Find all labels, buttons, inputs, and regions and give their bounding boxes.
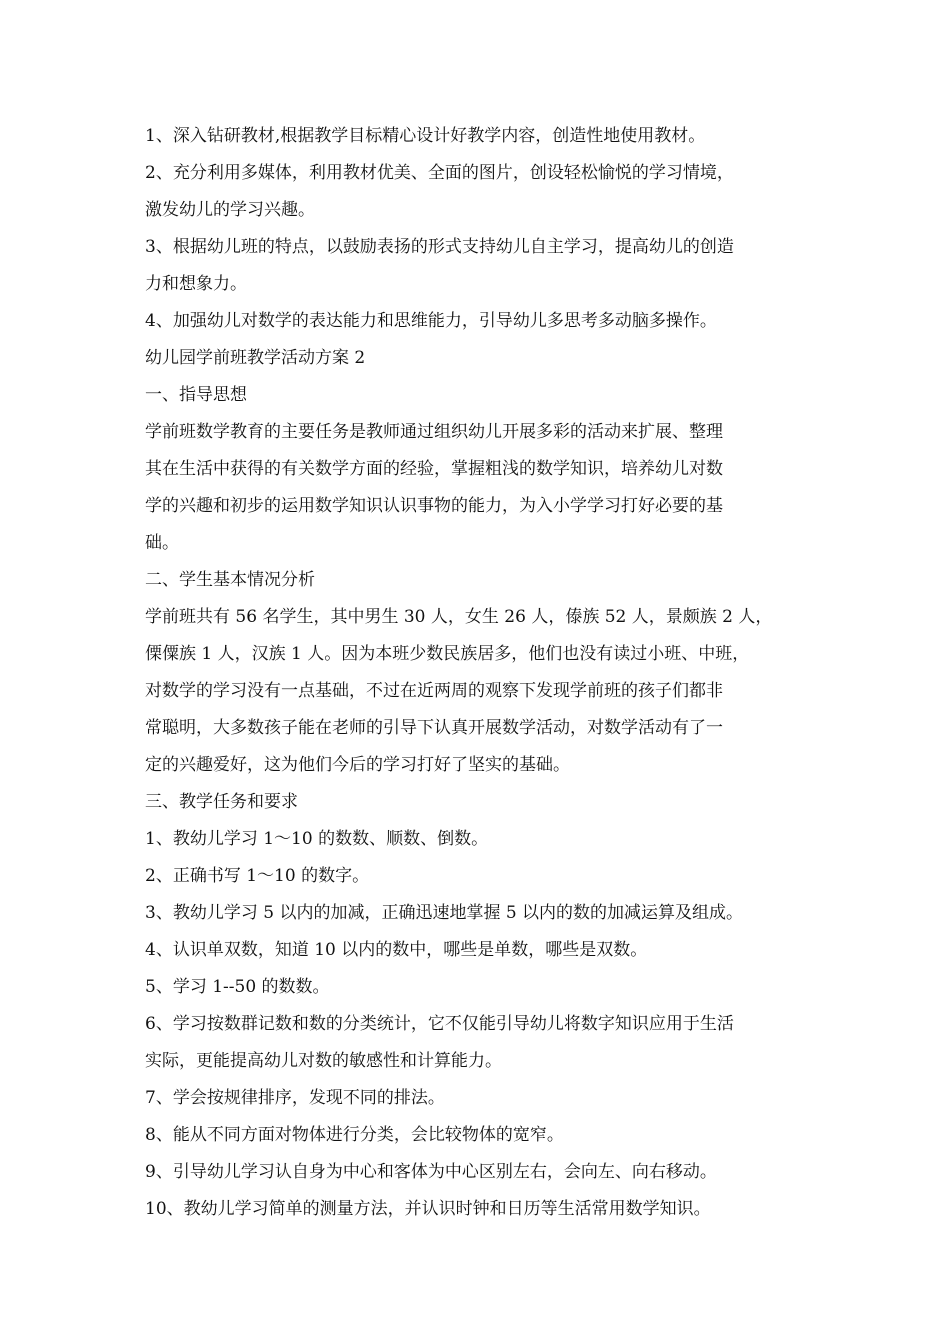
text-line: 1、深入钻研教材,根据教学目标精心设计好教学内容，创造性地使用教材。 — [145, 126, 706, 146]
list-item: 3、教幼儿学习 5 以内的加减，正确迅速地掌握 5 以内的数的加减运算及组成。 — [145, 903, 744, 923]
text-line: 学的兴趣和初步的运用数学知识认识事物的能力，为入小学学习打好必要的基 — [145, 496, 723, 516]
section-title: 幼儿园学前班教学活动方案 2 — [145, 348, 366, 368]
text-line: 实际，更能提高幼儿对数的敏感性和计算能力。 — [145, 1051, 502, 1071]
list-item: 4、认识单双数，知道 10 以内的数中，哪些是单数，哪些是双数。 — [145, 940, 648, 960]
text-line: 定的兴趣爱好，这为他们今后的学习打好了坚实的基础。 — [145, 755, 570, 775]
text-line: 础。 — [145, 533, 179, 553]
text-line: 力和想象力。 — [145, 274, 247, 294]
text-line: 4、加强幼儿对数学的表达能力和思维能力，引导幼儿多思考多动脑多操作。 — [145, 311, 717, 331]
list-item: 2、正确书写 1～10 的数字。 — [145, 866, 370, 886]
text-line: 激发幼儿的学习兴趣。 — [145, 200, 315, 220]
list-item: 1、教幼儿学习 1～10 的数数、顺数、倒数。 — [145, 829, 489, 849]
text-line: 2、充分利用多媒体，利用教材优美、全面的图片，创设轻松愉悦的学习情境， — [145, 163, 734, 183]
document-body — [145, 118, 825, 1228]
text-line: 傈僳族 1 人，汉族 1 人。因为本班少数民族居多，他们也没有读过小班、中班， — [145, 644, 750, 664]
text-line: 学前班数学教育的主要任务是教师通过组织幼儿开展多彩的活动来扩展、整理 — [145, 422, 723, 442]
section-heading: 一、指导思想 — [145, 385, 247, 405]
text-line: 常聪明，大多数孩子能在老师的引导下认真开展数学活动，对数学活动有了一 — [145, 718, 723, 738]
list-item: 10、教幼儿学习简单的测量方法，并认识时钟和日历等生活常用数学知识。 — [145, 1199, 711, 1219]
list-item: 6、学习按数群记数和数的分类统计，它不仅能引导幼儿将数字知识应用于生活 — [145, 1014, 734, 1034]
list-item: 7、学会按规律排序，发现不同的排法。 — [145, 1088, 445, 1108]
section-heading: 二、学生基本情况分析 — [145, 570, 315, 590]
list-item: 9、引导幼儿学习认自身为中心和客体为中心区别左右，会向左、向右移动。 — [145, 1162, 717, 1182]
section-heading: 三、教学任务和要求 — [145, 792, 298, 812]
text-line: 对数学的学习没有一点基础，不过在近两周的观察下发现学前班的孩子们都非 — [145, 681, 723, 701]
text-line: 其在生活中获得的有关数学方面的经验，掌握粗浅的数学知识，培养幼儿对数 — [145, 459, 723, 479]
list-item: 5、学习 1--50 的数数。 — [145, 977, 330, 997]
text-line: 学前班共有 56 名学生，其中男生 30 人，女生 26 人，傣族 52 人，景颇族 2 人， — [145, 607, 773, 627]
list-item: 8、能从不同方面对物体进行分类，会比较物体的宽窄。 — [145, 1125, 564, 1145]
text-line: 3、根据幼儿班的特点，以鼓励表扬的形式支持幼儿自主学习，提高幼儿的创造 — [145, 237, 734, 257]
